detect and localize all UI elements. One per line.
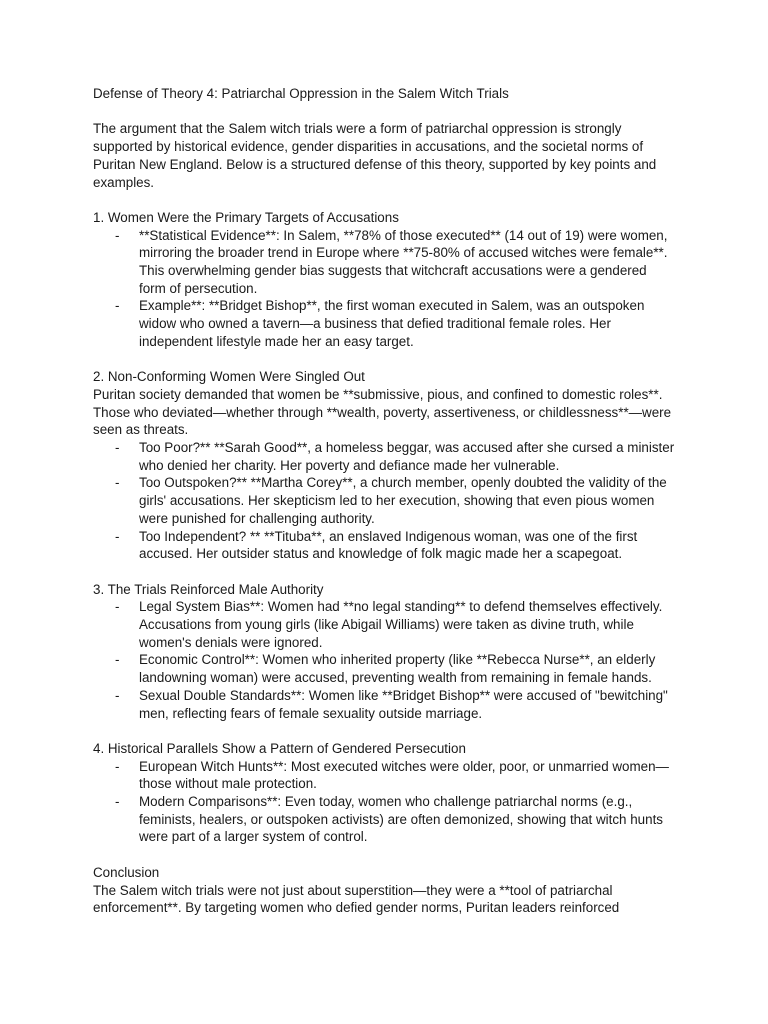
bullet-marker: - — [115, 440, 120, 456]
bullet-list — [93, 758, 676, 847]
bullet-marker: - — [115, 758, 120, 774]
bullet-marker: - — [115, 652, 120, 668]
bullet-item — [93, 227, 676, 298]
bullet-item — [93, 528, 676, 563]
bullet-item — [93, 297, 676, 350]
bullet-marker: - — [115, 794, 120, 810]
bullet-text: **Statistical Evidence**: In Salem, **78% of those executed** (14 out of 19) were women, mirroring the broader trend in Europe where **75-80% of accused witches were female**. This overwhelming gender bias suggests that witchcraft accusations were a gendered form of persecution. — [139, 227, 668, 296]
document-title: Defense of Theory 4: Patriarchal Oppression in the Salem Witch Trials — [93, 86, 509, 101]
bullet-marker: - — [115, 687, 120, 703]
bullet-item — [93, 687, 676, 722]
bullet-item — [93, 598, 676, 651]
spacer — [93, 351, 676, 369]
section-paragraph: Puritan society demanded that women be **submissive, pious, and confined to domestic roles**. Those who deviated—whether through **wealth, poverty, assertiveness, or childlessness**—were seen as threats. — [93, 386, 672, 438]
spacer — [93, 846, 676, 864]
section-heading: 1. Women Were the Primary Targets of Accusations — [93, 209, 399, 225]
bullet-text: Modern Comparisons**: Even today, women who challenge patriarchal norms (e.g., feminists, healers, or outspoken activists) are often demonized, showing that witch hunts were part of a larger system of control. — [139, 794, 663, 845]
section-heading: 3. The Trials Reinforced Male Authority — [93, 581, 324, 597]
intro-paragraph: The argument that the Salem witch trials were a form of patriarchal oppression is strongly supported by historical evidence, gender disparities in accusations, and the societal norms of Puritan New England. Below is a structured defense of this theory, supported by key points and examples. — [93, 121, 657, 190]
bullet-text: Example**: **Bridget Bishop**, the first woman executed in Salem, was an outspoken widow who owned a tavern—a business that defied traditional female roles. Her independent lifestyle made her an easy target. — [139, 298, 645, 349]
bullet-item — [93, 439, 676, 474]
bullet-item — [93, 474, 676, 527]
bullet-item — [93, 651, 676, 686]
bullet-text: Legal System Bias**: Women had **no legal standing** to defend themselves effectively. Accusations from young girls (like Abigail Williams) were taken as divine truth, while women's denials were ignored. — [139, 599, 663, 650]
section-heading: 2. Non-Conforming Women Were Singled Out — [93, 369, 365, 385]
bullet-text: Too Independent? ** **Tituba**, an enslaved Indigenous woman, was one of the first accused. Her outsider status and knowledge of folk magic made her a scapegoat. — [139, 528, 638, 562]
conclusion-paragraph: The Salem witch trials were not just about superstition—they were a **tool of patriarchal enforcement**. By targeting women who defied gender norms, Puritan leaders reinforced — [93, 882, 620, 916]
section-2 — [93, 368, 676, 563]
bullet-marker: - — [115, 528, 120, 544]
spacer — [93, 191, 676, 209]
conclusion-section — [93, 864, 676, 917]
spacer — [93, 722, 676, 740]
bullet-text: Economic Control**: Women who inherited property (like **Rebecca Nurse**, an elderly landowning woman) were accused, preventing wealth from remaining in female hands. — [139, 652, 656, 686]
section-1 — [93, 209, 676, 351]
spacer — [93, 563, 676, 581]
bullet-marker: - — [115, 475, 120, 491]
bullet-item — [93, 758, 676, 793]
bullet-item — [93, 793, 676, 846]
bullet-text: European Witch Hunts**: Most executed witches were older, poor, or unmarried women—those without male protection. — [139, 758, 669, 792]
bullet-text: Too Poor?** **Sarah Good**, a homeless beggar, was accused after she cursed a minister who denied her charity. Her poverty and defiance made her vulnerable. — [139, 440, 675, 473]
bullet-marker: - — [115, 227, 120, 243]
bullet-list — [93, 227, 676, 351]
section-3 — [93, 581, 676, 723]
section-4 — [93, 740, 676, 846]
conclusion-heading: Conclusion — [93, 864, 160, 880]
section-heading: 4. Historical Parallels Show a Pattern of Gendered Persecution — [93, 740, 466, 756]
bullet-list — [93, 598, 676, 722]
bullet-list — [93, 439, 676, 563]
bullet-text: Too Outspoken?** **Martha Corey**, a church member, openly doubted the validity of the girls' accusations. Her skepticism led to her execution, showing that even pious women were punished for challenging authority. — [139, 475, 667, 526]
bullet-marker: - — [115, 599, 120, 615]
bullet-marker: - — [115, 298, 120, 314]
bullet-text: Sexual Double Standards**: Women like **Bridget Bishop** were accused of "bewitching" men, reflecting fears of female sexuality outside marriage. — [139, 687, 668, 721]
